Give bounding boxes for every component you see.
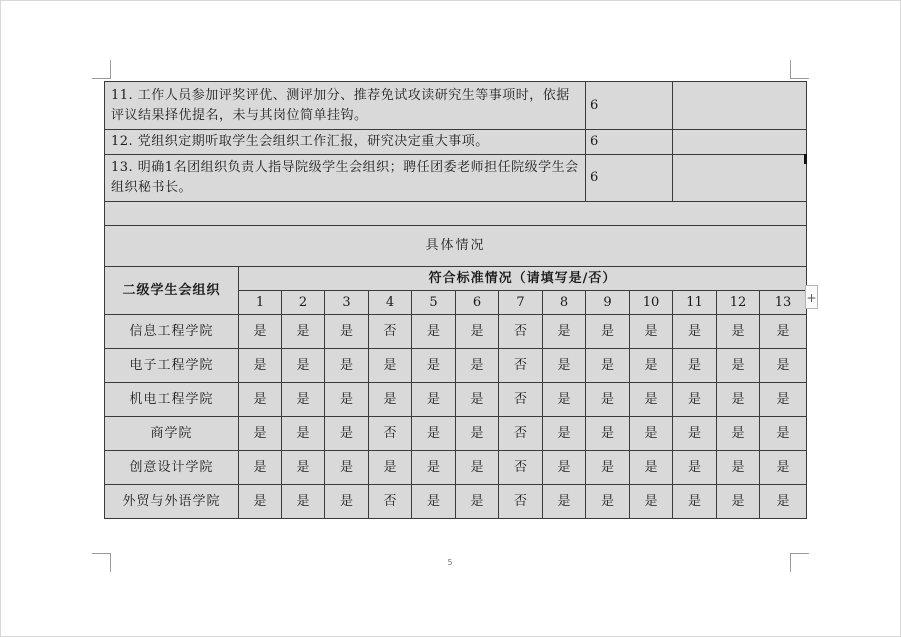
- answer-cell[interactable]: 是: [586, 349, 630, 383]
- answer-cell[interactable]: 是: [412, 417, 456, 451]
- column-number[interactable]: 9: [586, 291, 630, 315]
- criteria-blank-cell[interactable]: [673, 130, 807, 155]
- org-row: [105, 383, 807, 417]
- answer-cell[interactable]: 是: [239, 315, 282, 349]
- answer-cell[interactable]: 是: [456, 349, 499, 383]
- org-name[interactable]: 信息工程学院: [105, 315, 239, 349]
- section-title-row: [105, 226, 807, 267]
- crop-mark-top-right: [790, 60, 809, 79]
- answer-cell[interactable]: 是: [543, 451, 586, 485]
- org-row: [105, 349, 807, 383]
- org-row: [105, 451, 807, 485]
- answer-cell[interactable]: 是: [239, 383, 282, 417]
- answer-cell[interactable]: 是: [760, 451, 807, 485]
- criteria-score[interactable]: 6: [586, 82, 673, 130]
- column-number[interactable]: 5: [412, 291, 456, 315]
- answer-cell[interactable]: 是: [673, 485, 717, 519]
- answer-cell[interactable]: 是: [586, 417, 630, 451]
- criteria-text[interactable]: 11. 工作人员参加评奖评优、测评加分、推荐免试攻读研究生等事项时，依据评议结果择优提名，未与其岗位简单挂钩。: [105, 82, 586, 130]
- blank-cell[interactable]: [105, 202, 807, 226]
- answer-cell[interactable]: 是: [239, 417, 282, 451]
- answer-cell[interactable]: 是: [586, 315, 630, 349]
- column-number[interactable]: 8: [543, 291, 586, 315]
- column-number[interactable]: 10: [630, 291, 673, 315]
- answer-cell[interactable]: 是: [586, 383, 630, 417]
- criteria-text[interactable]: 12. 党组织定期听取学生会组织工作汇报，研究决定重大事项。: [105, 130, 586, 155]
- criteria-score[interactable]: 6: [586, 130, 673, 155]
- evaluation-table: [104, 81, 807, 519]
- answer-cell[interactable]: 是: [673, 417, 717, 451]
- answer-cell[interactable]: 是: [239, 349, 282, 383]
- org-name[interactable]: 电子工程学院: [105, 349, 239, 383]
- answer-cell[interactable]: 是: [717, 485, 760, 519]
- answer-cell[interactable]: 否: [499, 349, 543, 383]
- add-row-button[interactable]: [805, 285, 818, 309]
- answer-cell[interactable]: 是: [456, 485, 499, 519]
- plus-icon: +: [806, 291, 817, 305]
- answer-cell[interactable]: 是: [325, 315, 369, 349]
- header-row: [105, 267, 807, 291]
- criteria-blank-cell[interactable]: [673, 82, 807, 130]
- column-number[interactable]: 13: [760, 291, 807, 315]
- answer-cell[interactable]: 是: [760, 383, 807, 417]
- answer-cell[interactable]: 是: [456, 383, 499, 417]
- answer-cell[interactable]: 是: [325, 485, 369, 519]
- answer-cell[interactable]: 是: [760, 349, 807, 383]
- answer-cell[interactable]: 是: [717, 349, 760, 383]
- answer-cell[interactable]: 是: [282, 485, 325, 519]
- answer-cell[interactable]: 是: [282, 451, 325, 485]
- answer-cell[interactable]: 是: [543, 485, 586, 519]
- column-number[interactable]: 4: [369, 291, 412, 315]
- answer-cell[interactable]: 是: [673, 349, 717, 383]
- crop-mark-bottom-left: [92, 553, 111, 572]
- answer-cell[interactable]: 是: [586, 485, 630, 519]
- column-number[interactable]: 11: [673, 291, 717, 315]
- answer-cell[interactable]: 是: [586, 451, 630, 485]
- answer-cell[interactable]: 是: [630, 349, 673, 383]
- answer-cell[interactable]: 是: [543, 315, 586, 349]
- answer-cell[interactable]: 是: [456, 417, 499, 451]
- answer-cell[interactable]: 是: [412, 451, 456, 485]
- answer-cell[interactable]: 是: [630, 451, 673, 485]
- org-row: [105, 485, 807, 519]
- column-number[interactable]: 1: [239, 291, 282, 315]
- answer-cell[interactable]: 是: [717, 451, 760, 485]
- answer-cell[interactable]: 是: [412, 485, 456, 519]
- answer-cell[interactable]: 是: [543, 417, 586, 451]
- column-number[interactable]: 3: [325, 291, 369, 315]
- answer-cell[interactable]: 是: [673, 451, 717, 485]
- criteria-score[interactable]: 6: [586, 155, 673, 202]
- answer-cell[interactable]: 是: [456, 315, 499, 349]
- criteria-header[interactable]: 符合标准情况（请填写是/否）: [239, 267, 807, 291]
- org-name[interactable]: 机电工程学院: [105, 383, 239, 417]
- answer-cell[interactable]: 是: [760, 417, 807, 451]
- answer-cell[interactable]: 否: [499, 383, 543, 417]
- answer-cell[interactable]: 是: [630, 485, 673, 519]
- text-cursor: [804, 154, 807, 164]
- answer-cell[interactable]: 是: [239, 485, 282, 519]
- answer-cell[interactable]: 是: [325, 451, 369, 485]
- column-number[interactable]: 7: [499, 291, 543, 315]
- answer-cell[interactable]: 是: [282, 315, 325, 349]
- org-row: [105, 315, 807, 349]
- answer-cell[interactable]: 否: [499, 451, 543, 485]
- criteria-row: [105, 155, 807, 202]
- column-number[interactable]: 6: [456, 291, 499, 315]
- answer-cell[interactable]: 是: [412, 315, 456, 349]
- page-number: 5: [447, 558, 453, 567]
- answer-cell[interactable]: 是: [717, 383, 760, 417]
- criteria-row: [105, 130, 807, 155]
- section-title[interactable]: 具体情况: [105, 226, 807, 267]
- answer-cell[interactable]: 否: [499, 485, 543, 519]
- crop-mark-bottom-right: [790, 553, 809, 572]
- answer-cell[interactable]: 是: [673, 315, 717, 349]
- answer-cell[interactable]: 是: [325, 349, 369, 383]
- criteria-text[interactable]: 13. 明确1名团组织负责人指导院级学生会组织；聘任团委老师担任院级学生会组织秘书长。: [105, 155, 586, 202]
- answer-cell[interactable]: 是: [282, 417, 325, 451]
- column-number[interactable]: 2: [282, 291, 325, 315]
- org-name[interactable]: 创意设计学院: [105, 451, 239, 485]
- answer-cell[interactable]: 是: [369, 349, 412, 383]
- answer-cell[interactable]: 是: [760, 485, 807, 519]
- answer-cell[interactable]: 是: [543, 383, 586, 417]
- answer-cell[interactable]: 是: [282, 349, 325, 383]
- org-name[interactable]: 商学院: [105, 417, 239, 451]
- org-name[interactable]: 外贸与外语学院: [105, 485, 239, 519]
- answer-cell[interactable]: 是: [369, 451, 412, 485]
- answer-cell[interactable]: 否: [369, 417, 412, 451]
- answer-cell[interactable]: 是: [630, 383, 673, 417]
- column-number[interactable]: 12: [717, 291, 760, 315]
- criteria-row: [105, 82, 807, 130]
- crop-mark-top-left: [92, 60, 111, 79]
- answer-cell[interactable]: 是: [717, 315, 760, 349]
- answer-cell[interactable]: 是: [673, 383, 717, 417]
- answer-cell[interactable]: 是: [630, 417, 673, 451]
- answer-cell[interactable]: 是: [239, 451, 282, 485]
- org-row: [105, 417, 807, 451]
- blank-row: [105, 202, 807, 226]
- answer-cell[interactable]: 否: [499, 315, 543, 349]
- answer-cell[interactable]: 是: [325, 383, 369, 417]
- answer-cell[interactable]: 是: [456, 451, 499, 485]
- org-header[interactable]: 二级学生会组织: [105, 267, 239, 315]
- answer-cell[interactable]: 是: [543, 349, 586, 383]
- answer-cell[interactable]: 否: [369, 485, 412, 519]
- answer-cell[interactable]: 否: [369, 315, 412, 349]
- answer-cell[interactable]: 是: [630, 315, 673, 349]
- answer-cell[interactable]: 是: [369, 383, 412, 417]
- answer-cell[interactable]: 否: [499, 417, 543, 451]
- answer-cell[interactable]: 是: [717, 417, 760, 451]
- answer-cell[interactable]: 是: [412, 383, 456, 417]
- criteria-blank-cell[interactable]: [673, 155, 807, 202]
- answer-cell[interactable]: 是: [325, 417, 369, 451]
- answer-cell[interactable]: 是: [282, 383, 325, 417]
- answer-cell[interactable]: 是: [412, 349, 456, 383]
- answer-cell[interactable]: 是: [760, 315, 807, 349]
